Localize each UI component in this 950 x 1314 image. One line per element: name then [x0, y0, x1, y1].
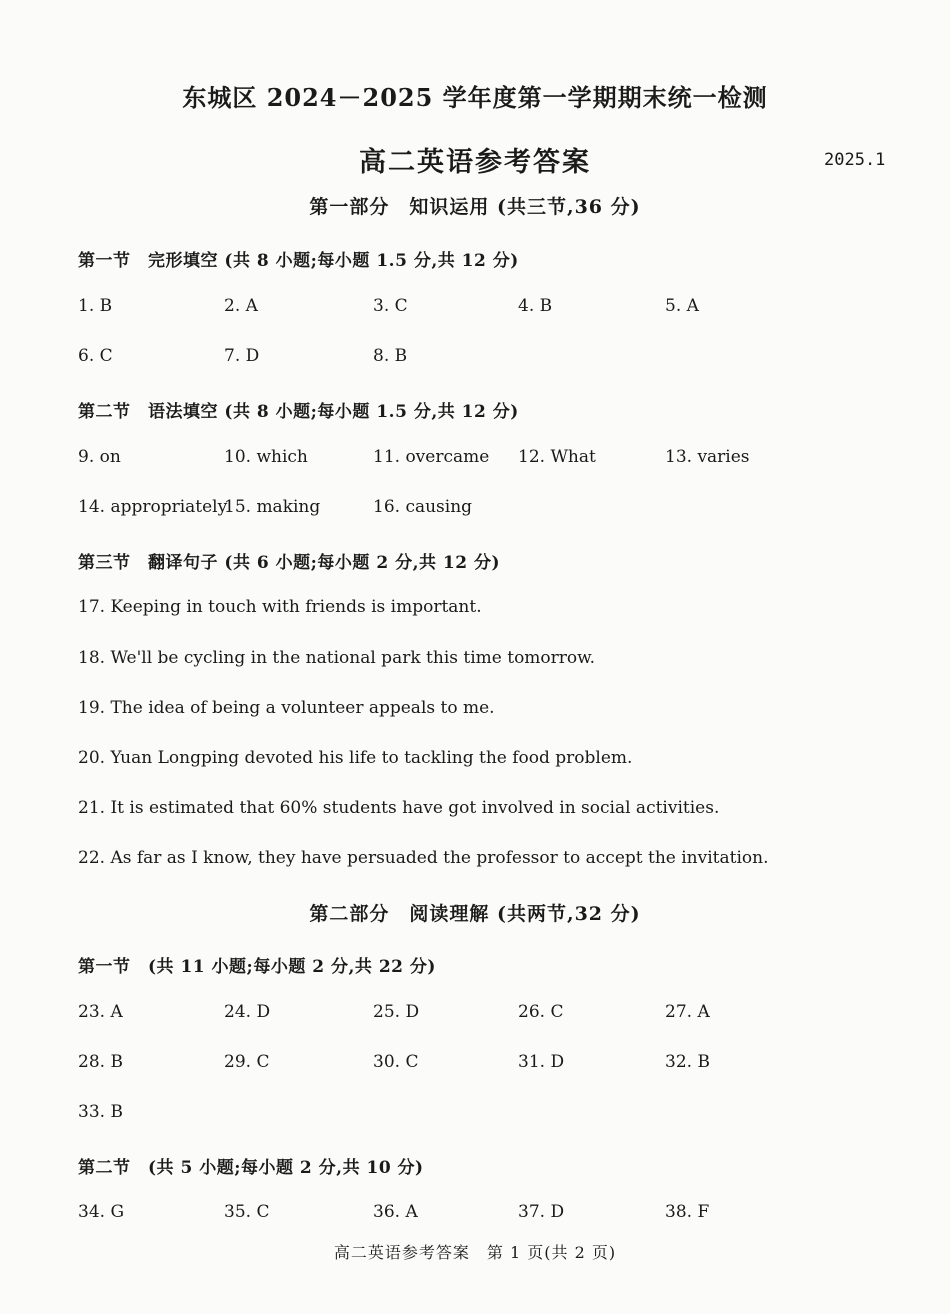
answer-item: 4. B — [518, 296, 553, 316]
answer-item: 1. B — [78, 296, 113, 316]
answer-item: 11. overcame — [373, 447, 490, 467]
answer-item: 2. A — [224, 296, 258, 316]
answer-item: 29. C — [224, 1052, 270, 1072]
answer-item: 27. A — [665, 1002, 710, 1022]
answer-item: 33. B — [78, 1102, 123, 1122]
answer-item: 14. appropriately — [78, 497, 228, 517]
answer-item: 31. D — [518, 1052, 565, 1072]
part1-section2-title: 第二节 语法填空 (共 8 小题;每小题 1.5 分,共 12 分) — [78, 402, 519, 422]
translation-answer: 20. Yuan Longping devoted his life to tackling the food problem. — [78, 748, 633, 768]
answer-item: 35. C — [224, 1202, 270, 1222]
part1-title: 第一部分 知识运用 (共三节,36 分) — [309, 196, 641, 218]
page-footer: 高二英语参考答案 第 1 页(共 2 页) — [333, 1243, 617, 1262]
part2-section1-title: 第一节 (共 11 小题;每小题 2 分,共 22 分) — [78, 957, 436, 977]
answer-item: 34. G — [78, 1202, 125, 1222]
answer-item: 7. D — [224, 346, 260, 366]
answer-item: 28. B — [78, 1052, 123, 1072]
answer-item: 37. D — [518, 1202, 565, 1222]
translation-answer: 18. We'll be cycling in the national park this time tomorrow. — [78, 648, 596, 668]
answer-item: 16. causing — [373, 497, 473, 517]
answer-item: 24. D — [224, 1002, 271, 1022]
answer-item: 36. A — [373, 1202, 418, 1222]
answer-item: 12. What — [518, 447, 596, 467]
part1-section3-title: 第三节 翻译句子 (共 6 小题;每小题 2 分,共 12 分) — [78, 553, 501, 573]
answer-item: 26. C — [518, 1002, 564, 1022]
translation-answer: 19. The idea of being a volunteer appeals to me. — [78, 698, 495, 718]
answer-key-title: 高二英语参考答案 — [359, 147, 591, 178]
answer-item: 10. which — [224, 447, 308, 467]
translation-answer: 17. Keeping in touch with friends is important. — [78, 597, 482, 617]
part2-section2-title: 第二节 (共 5 小题;每小题 2 分,共 10 分) — [78, 1158, 424, 1178]
answer-item: 8. B — [373, 346, 408, 366]
part2-title: 第二部分 阅读理解 (共两节,32 分) — [309, 903, 641, 925]
answer-item: 9. on — [78, 447, 121, 467]
exam-title: 东城区 2024－2025 学年度第一学期期末统一检测 — [182, 83, 768, 112]
answer-item: 30. C — [373, 1052, 419, 1072]
answer-item: 5. A — [665, 296, 699, 316]
translation-answer: 21. It is estimated that 60% students have got involved in social activities. — [78, 798, 720, 818]
part1-section1-title: 第一节 完形填空 (共 8 小题;每小题 1.5 分,共 12 分) — [78, 251, 519, 271]
translation-answer: 22. As far as I know, they have persuaded the professor to accept the invitation. — [78, 848, 769, 868]
answer-item: 23. A — [78, 1002, 123, 1022]
answer-item: 32. B — [665, 1052, 710, 1072]
answer-item: 38. F — [665, 1202, 710, 1222]
answer-item: 13. varies — [665, 447, 750, 467]
exam-date: 2025.1 — [824, 150, 886, 170]
answer-item: 3. C — [373, 296, 408, 316]
answer-item: 6. C — [78, 346, 113, 366]
answer-item: 15. making — [224, 497, 321, 517]
answer-item: 25. D — [373, 1002, 420, 1022]
